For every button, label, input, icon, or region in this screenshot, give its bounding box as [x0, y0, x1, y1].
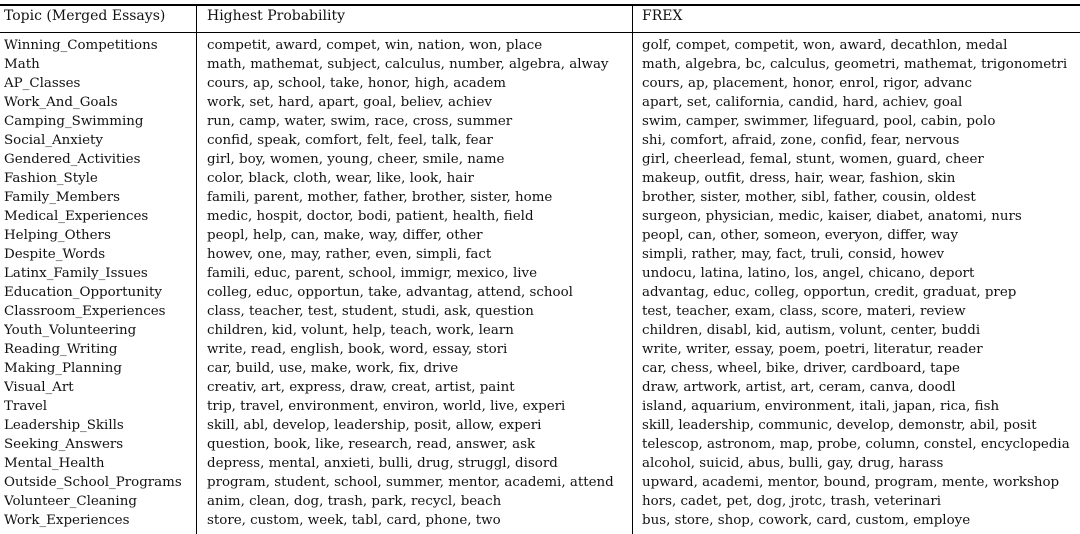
topic-cell: Gendered_Activities: [4, 152, 141, 167]
table-row: [0, 93, 1080, 112]
header-frex: FREX: [642, 8, 683, 24]
frex-cell: draw, artwork, artist, art, ceram, canva, doodl: [642, 380, 956, 395]
highest-probability-cell: confid, speak, comfort, felt, feel, talk, fear: [207, 133, 493, 148]
topic-cell: Travel: [4, 399, 48, 414]
highest-probability-cell: famili, parent, mother, father, brother, sister, home: [207, 190, 553, 205]
frex-cell: hors, cadet, pet, dog, jrotc, trash, veterinari: [642, 494, 942, 509]
table-row: [0, 492, 1080, 511]
frex-cell: simpli, rather, may, fact, truli, consid, howev: [642, 247, 945, 262]
topic-cell: Leadership_Skills: [4, 418, 124, 433]
highest-probability-cell: peopl, help, can, make, way, differ, other: [207, 228, 483, 243]
highest-probability-cell: car, build, use, make, work, fix, drive: [207, 361, 459, 376]
table-row: [0, 150, 1080, 169]
frex-cell: write, writer, essay, poem, poetri, literatur, reader: [642, 342, 983, 357]
frex-cell: cours, ap, placement, honor, enrol, rigor, advanc: [642, 76, 973, 91]
topic-cell: Seeking_Answers: [4, 437, 124, 452]
frex-cell: peopl, can, other, someon, everyon, differ, way: [642, 228, 959, 243]
header-highest-probability: Highest Probability: [207, 8, 345, 24]
frex-cell: surgeon, physician, medic, kaiser, diabet, anatomi, nurs: [642, 209, 1022, 224]
table-row: [0, 36, 1080, 55]
table-row: [0, 416, 1080, 435]
highest-probability-cell: anim, clean, dog, trash, park, recycl, beach: [207, 494, 502, 509]
table-row: [0, 131, 1080, 150]
table-row: [0, 359, 1080, 378]
frex-cell: math, algebra, bc, calculus, geometri, mathemat, trigonometri: [642, 57, 1068, 72]
table-row: [0, 188, 1080, 207]
highest-probability-cell: creativ, art, express, draw, creat, artist, paint: [207, 380, 515, 395]
highest-probability-cell: medic, hospit, doctor, bodi, patient, health, field: [207, 209, 534, 224]
table-row: [0, 435, 1080, 454]
highest-probability-cell: work, set, hard, apart, goal, believ, achiev: [207, 95, 492, 110]
highest-probability-cell: write, read, english, book, word, essay, stori: [207, 342, 508, 357]
topic-cell: Education_Opportunity: [4, 285, 162, 300]
topic-cell: Work_Experiences: [4, 513, 130, 528]
highest-probability-cell: howev, one, may, rather, even, simpli, fact: [207, 247, 492, 262]
topic-cell: Camping_Swimming: [4, 114, 144, 129]
table-row: [0, 207, 1080, 226]
topic-cell: Work_And_Goals: [4, 95, 118, 110]
highest-probability-cell: children, kid, volunt, help, teach, work, learn: [207, 323, 514, 338]
highest-probability-cell: depress, mental, anxieti, bulli, drug, struggl, disord: [207, 456, 558, 471]
frex-cell: shi, comfort, afraid, zone, confid, fear, nervous: [642, 133, 960, 148]
highest-probability-cell: math, mathemat, subject, calculus, number, algebra, alway: [207, 57, 609, 72]
highest-probability-cell: colleg, educ, opportun, take, advantag, attend, school: [207, 285, 573, 300]
frex-cell: car, chess, wheel, bike, driver, cardboard, tape: [642, 361, 960, 376]
frex-cell: bus, store, shop, cowork, card, custom, employe: [642, 513, 971, 528]
topic-cell: Outside_School_Programs: [4, 475, 182, 490]
highest-probability-cell: famili, educ, parent, school, immigr, mexico, live: [207, 266, 538, 281]
table-row: [0, 511, 1080, 530]
frex-cell: golf, compet, competit, won, award, decathlon, medal: [642, 38, 1008, 53]
topic-cell: AP_Classes: [4, 76, 81, 91]
frex-cell: children, disabl, kid, autism, volunt, center, buddi: [642, 323, 981, 338]
highest-probability-cell: class, teacher, test, student, studi, ask, question: [207, 304, 534, 319]
frex-cell: makeup, outfit, dress, hair, wear, fashion, skin: [642, 171, 956, 186]
table-row: [0, 321, 1080, 340]
topic-cell: Fashion_Style: [4, 171, 98, 186]
highest-probability-cell: store, custom, week, tabl, card, phone, two: [207, 513, 501, 528]
frex-cell: island, aquarium, environment, itali, japan, rica, fish: [642, 399, 1000, 414]
table-body: [0, 36, 1080, 530]
frex-cell: apart, set, california, candid, hard, achiev, goal: [642, 95, 963, 110]
frex-cell: swim, camper, swimmer, lifeguard, pool, cabin, polo: [642, 114, 996, 129]
frex-cell: girl, cheerlead, femal, stunt, women, guard, cheer: [642, 152, 984, 167]
highest-probability-cell: run, camp, water, swim, race, cross, summer: [207, 114, 513, 129]
topic-cell: Math: [4, 57, 40, 72]
frex-cell: brother, sister, mother, sibl, father, cousin, oldest: [642, 190, 976, 205]
table-top-rule: [0, 4, 1080, 6]
topic-cell: Social_Anxiety: [4, 133, 103, 148]
table-row: [0, 454, 1080, 473]
frex-cell: alcohol, suicid, abus, bulli, gay, drug, harass: [642, 456, 944, 471]
table-row: [0, 473, 1080, 492]
table-row: [0, 302, 1080, 321]
topic-cell: Despite_Words: [4, 247, 106, 262]
table-row: [0, 264, 1080, 283]
highest-probability-cell: trip, travel, environment, environ, world, live, experi: [207, 399, 566, 414]
table-row: [0, 112, 1080, 131]
highest-probability-cell: skill, abl, develop, leadership, posit, allow, experi: [207, 418, 542, 433]
topic-cell: Reading_Writing: [4, 342, 118, 357]
table-row: [0, 283, 1080, 302]
frex-cell: telescop, astronom, map, probe, column, constel, encyclopedia: [642, 437, 1070, 452]
table-row: [0, 226, 1080, 245]
frex-cell: upward, academi, mentor, bound, program, mente, workshop: [642, 475, 1060, 490]
topic-cell: Visual_Art: [4, 380, 74, 395]
topic-cell: Family_Members: [4, 190, 120, 205]
topic-cell: Helping_Others: [4, 228, 111, 243]
highest-probability-cell: competit, award, compet, win, nation, won, place: [207, 38, 543, 53]
topic-cell: Mental_Health: [4, 456, 105, 471]
highest-probability-cell: girl, boy, women, young, cheer, smile, name: [207, 152, 505, 167]
table-row: [0, 397, 1080, 416]
header-topic: Topic (Merged Essays): [4, 8, 166, 24]
topic-cell: Classroom_Experiences: [4, 304, 166, 319]
topic-cell: Medical_Experiences: [4, 209, 149, 224]
table-header: [0, 8, 1080, 30]
topic-cell: Volunteer_Cleaning: [4, 494, 137, 509]
table-row: [0, 55, 1080, 74]
topic-cell: Latinx_Family_Issues: [4, 266, 148, 281]
frex-cell: test, teacher, exam, class, score, materi, review: [642, 304, 966, 319]
topic-cell: Winning_Competitions: [4, 38, 158, 53]
table-row: [0, 340, 1080, 359]
highest-probability-cell: program, student, school, summer, mentor, academi, attend: [207, 475, 614, 490]
frex-cell: skill, leadership, communic, develop, demonstr, abil, posit: [642, 418, 1037, 433]
table-row: [0, 378, 1080, 397]
header-rule: [0, 32, 1080, 33]
frex-cell: undocu, latina, latino, los, angel, chicano, deport: [642, 266, 975, 281]
table-row: [0, 245, 1080, 264]
highest-probability-cell: color, black, cloth, wear, like, look, hair: [207, 171, 474, 186]
table-row: [0, 169, 1080, 188]
topic-cell: Making_Planning: [4, 361, 122, 376]
frex-cell: advantag, educ, colleg, opportun, credit, graduat, prep: [642, 285, 1017, 300]
topic-cell: Youth_Volunteering: [4, 323, 137, 338]
highest-probability-cell: cours, ap, school, take, honor, high, academ: [207, 76, 506, 91]
highest-probability-cell: question, book, like, research, read, answer, ask: [207, 437, 536, 452]
table-row: [0, 74, 1080, 93]
